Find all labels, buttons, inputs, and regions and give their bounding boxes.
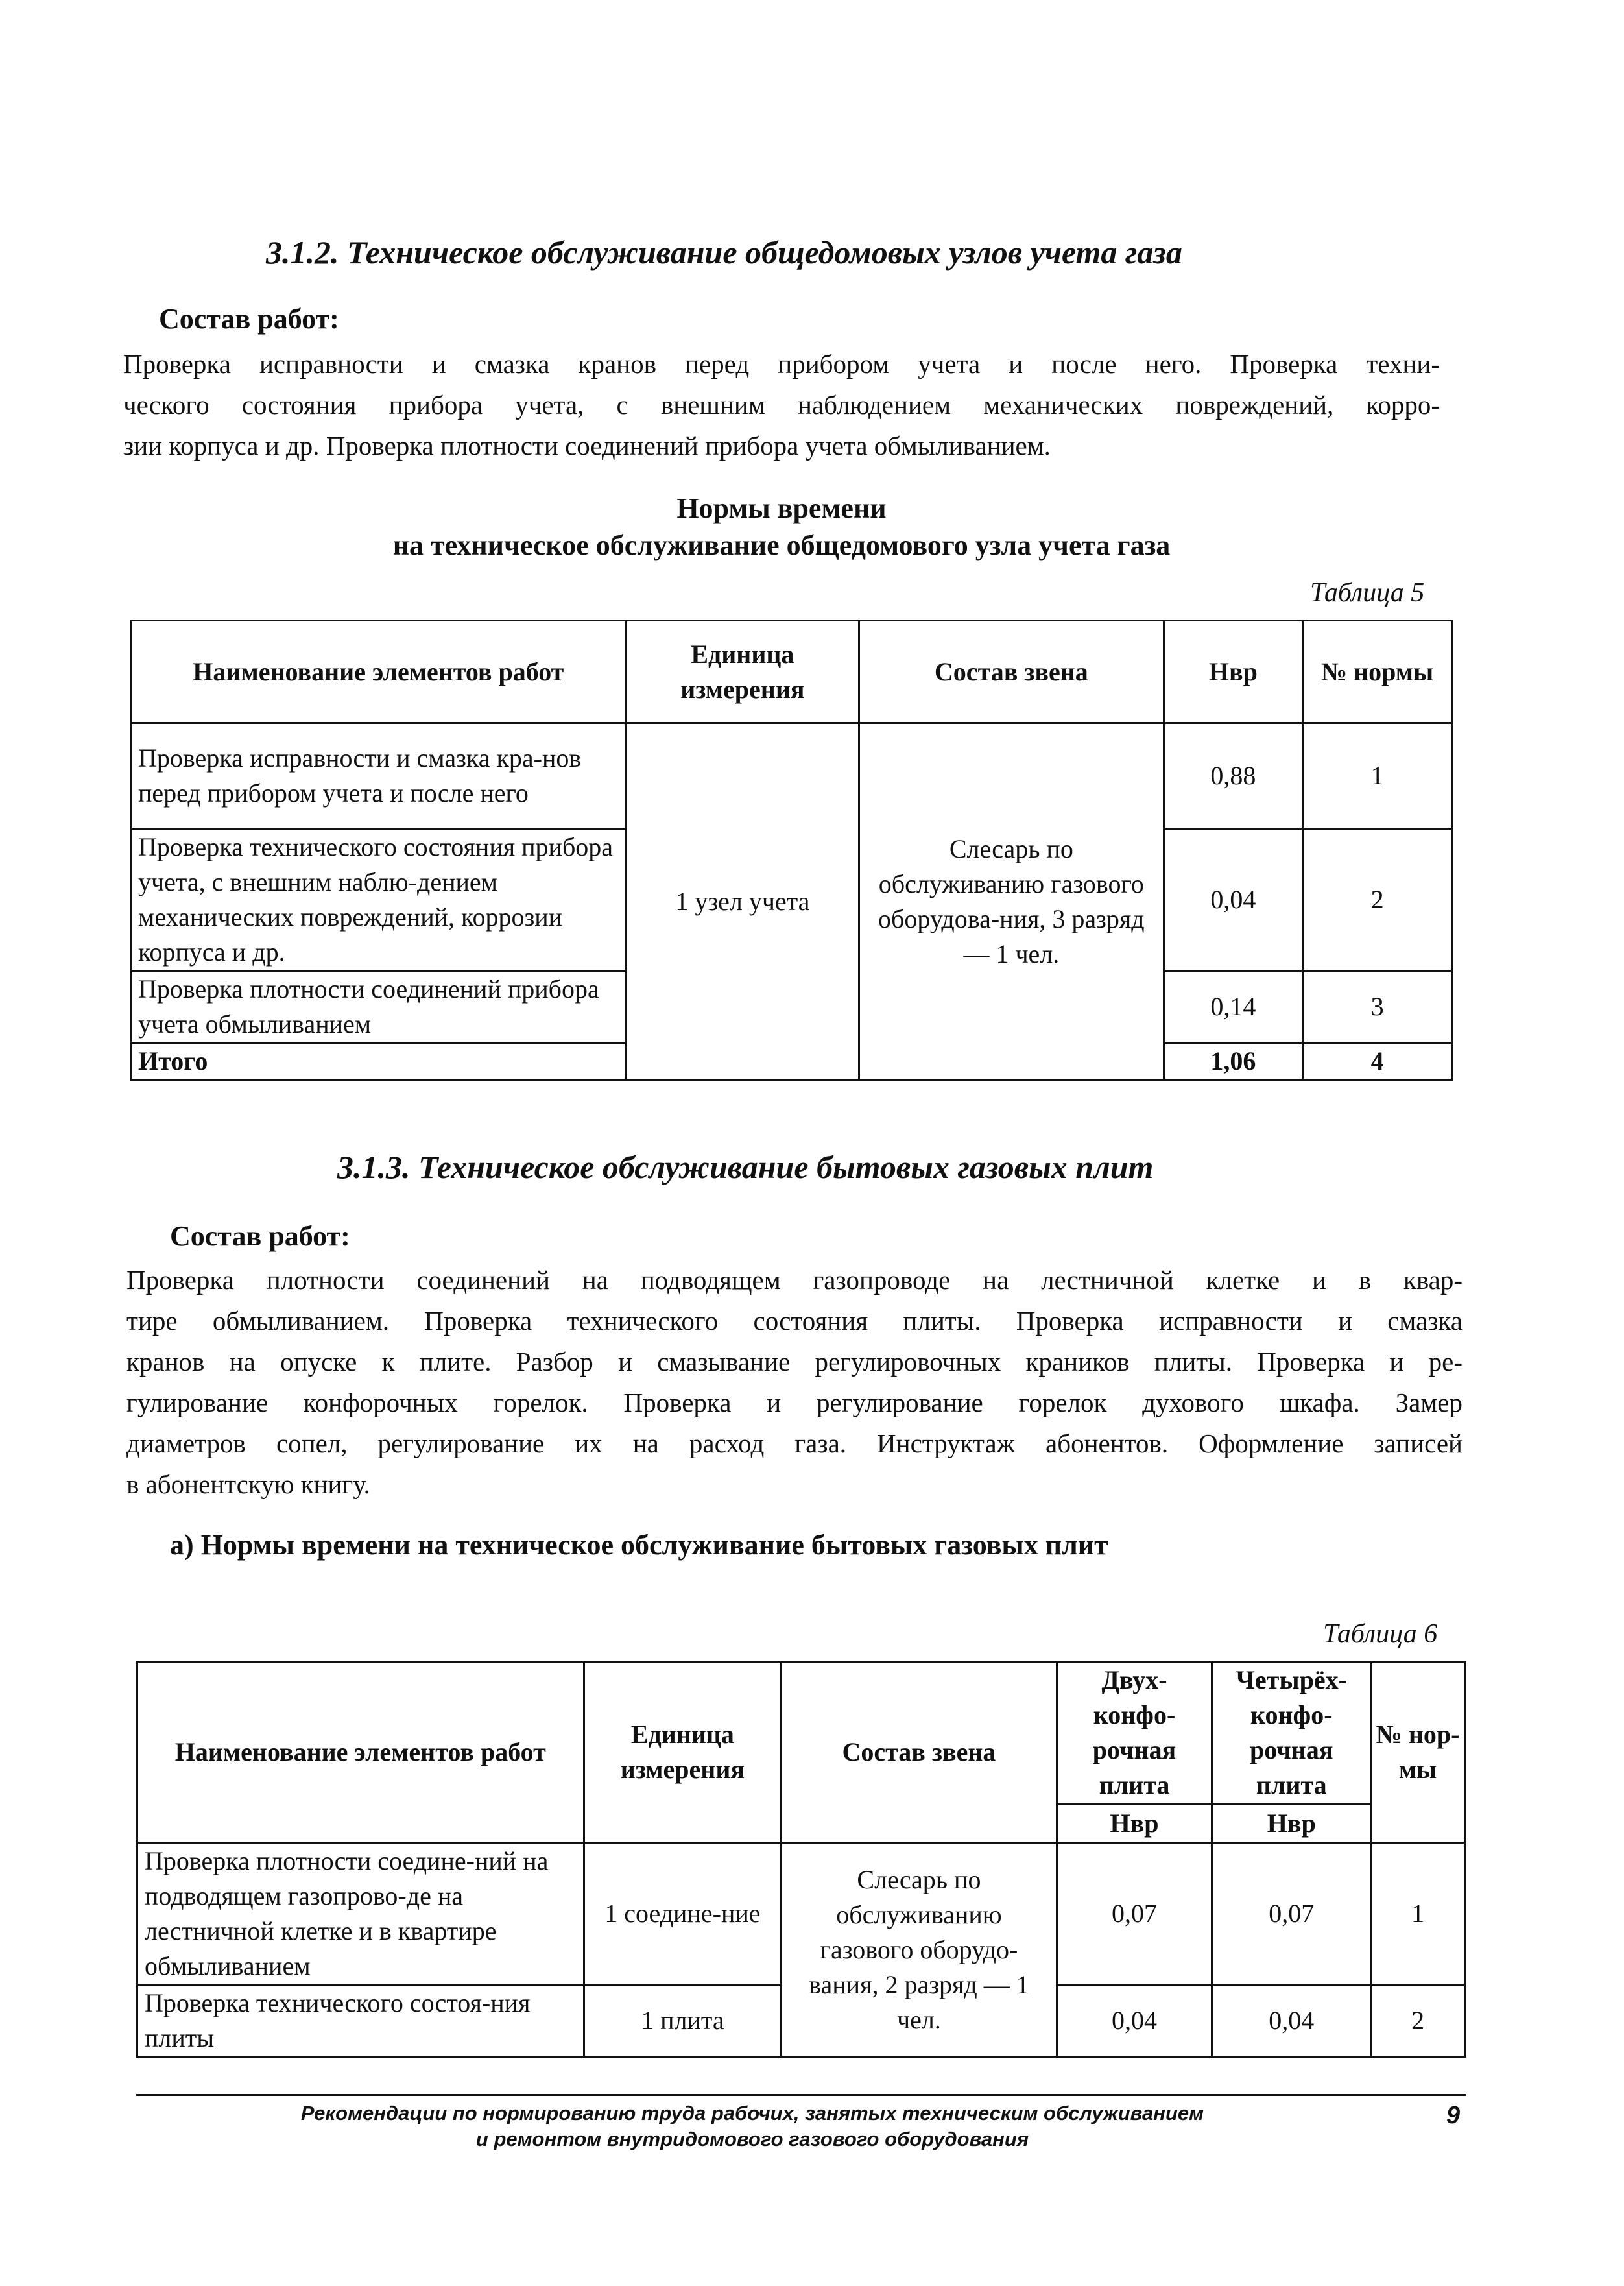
- table-caption-5: Таблица 5: [1310, 578, 1425, 608]
- header-hvr: Нвр: [1057, 1804, 1212, 1843]
- table-row-hvr: 0,04: [1164, 829, 1303, 971]
- table-row-four: 0,04: [1212, 1985, 1371, 2057]
- header-name: Наименование элементов работ: [137, 1662, 584, 1843]
- table-row-name: Проверка плотности соедине-ний на подводящем газопрово-де на лестничной клетке и в квартире обмыливанием: [137, 1843, 584, 1985]
- table-row-name: Проверка плотности соединений прибора учета обмыливанием: [131, 971, 627, 1043]
- paragraph-line: ческого состояния прибора учета, с внешним наблюдением механических повреждений, корро-: [123, 390, 1440, 420]
- header-hvr: Нвр: [1212, 1804, 1371, 1843]
- table-row-num: 1: [1303, 723, 1452, 829]
- norms-subtitle-1: на техническое обслуживание общедомового узла учета газа: [392, 529, 1171, 561]
- composition-paragraph-1: [123, 344, 1440, 466]
- total-label: Итого: [131, 1043, 627, 1080]
- paragraph-line: кранов на опуске к плите. Разбор и смазывание регулировочных краников плиты. Проверка и ре-: [126, 1347, 1463, 1377]
- table-row-unit: 1 соедине-ние: [584, 1843, 782, 1985]
- table-row-two: 0,04: [1057, 1985, 1212, 2057]
- table-row-num: 2: [1371, 1985, 1465, 2057]
- header-crew: Состав звена: [782, 1662, 1057, 1843]
- table-row-num: 1: [1371, 1843, 1465, 1985]
- section-title-3-1-2: 3.1.2. Техническое обслуживание общедомовых узлов учета газа: [266, 234, 1182, 271]
- total-hvr: 1,06: [1164, 1043, 1303, 1080]
- table-row-hvr: 0,88: [1164, 723, 1303, 829]
- table-caption-6: Таблица 6: [1323, 1619, 1438, 1649]
- header-name: Наименование элементов работ: [131, 621, 627, 723]
- table-row-hvr: 0,14: [1164, 971, 1303, 1043]
- norms-title-2: а) Нормы времени на техническое обслуживание бытовых газовых плит: [170, 1529, 1108, 1561]
- table-row-name: Проверка исправности и смазка кра-нов перед прибором учета и после него: [131, 723, 627, 829]
- table-5: [130, 620, 1453, 1081]
- composition-paragraph-2: [126, 1260, 1463, 1505]
- paragraph-line: диаметров сопел, регулирование их на расход газа. Инструктаж абонентов. Оформление записей: [126, 1428, 1463, 1458]
- paragraph-line: Проверка плотности соединений на подводящем газопроводе на лестничной клетке и в квар-: [126, 1265, 1463, 1295]
- table-row-name: Проверка технического состоя-ния плиты: [137, 1985, 584, 2057]
- composition-label-1: Состав работ:: [159, 303, 339, 335]
- paragraph-line: тире обмыливанием. Проверка технического состояния плиты. Проверка исправности и смазка: [126, 1306, 1463, 1336]
- header-two-burner: Двух-конфо-рочная плита: [1057, 1662, 1212, 1804]
- table-row-four: 0,07: [1212, 1843, 1371, 1985]
- table-row-unit: 1 плита: [584, 1985, 782, 2057]
- footer-line-2: и ремонтом внутридомового газового оборудования: [475, 2128, 1029, 2150]
- header-crew: Состав звена: [859, 621, 1164, 723]
- table-row-num: 3: [1303, 971, 1452, 1043]
- paragraph-line: в абонентскую книгу.: [126, 1469, 370, 1499]
- header-unit: Единица измерения: [626, 621, 859, 723]
- header-four-burner: Четырёх-конфо-рочная плита: [1212, 1662, 1371, 1804]
- header-hvr: Нвр: [1164, 621, 1303, 723]
- paragraph-line: зии корпуса и др. Проверка плотности соединений прибора учета обмыливанием.: [123, 431, 1051, 461]
- section-title-3-1-3: 3.1.3. Техническое обслуживание бытовых газовых плит: [337, 1149, 1154, 1185]
- header-unit: Единица измерения: [584, 1662, 782, 1843]
- header-num: № нормы: [1303, 621, 1452, 723]
- crew-cell: Слесарь по обслуживанию газового оборудо-вания, 2 разряд — 1 чел.: [782, 1843, 1057, 2057]
- table-6: [136, 1661, 1466, 2058]
- page-number: 9: [1446, 2102, 1461, 2129]
- footer-rule: [136, 2094, 1466, 2096]
- paragraph-line: Проверка исправности и смазка кранов перед прибором учета и после него. Проверка техни-: [123, 349, 1440, 379]
- footer-line-1: Рекомендации по нормированию труда рабочих, занятых техническим обслуживанием: [300, 2102, 1204, 2124]
- norms-title-1: Нормы времени: [676, 492, 887, 524]
- crew-cell: Слесарь по обслуживанию газового оборудова-ния, 3 разряд — 1 чел.: [859, 723, 1164, 1080]
- table-row-num: 2: [1303, 829, 1452, 971]
- composition-label-2: Состав работ:: [170, 1220, 350, 1252]
- paragraph-line: гулирование конфорочных горелок. Проверка и регулирование горелок духового шкафа. Замер: [126, 1388, 1463, 1417]
- unit-cell: 1 узел учета: [626, 723, 859, 1080]
- table-row-two: 0,07: [1057, 1843, 1212, 1985]
- table-row-name: Проверка технического состояния прибора учета, с внешним наблю-дением механических повреждений, коррозии корпуса и др.: [131, 829, 627, 971]
- total-num: 4: [1303, 1043, 1452, 1080]
- header-num: № нор-мы: [1371, 1662, 1465, 1843]
